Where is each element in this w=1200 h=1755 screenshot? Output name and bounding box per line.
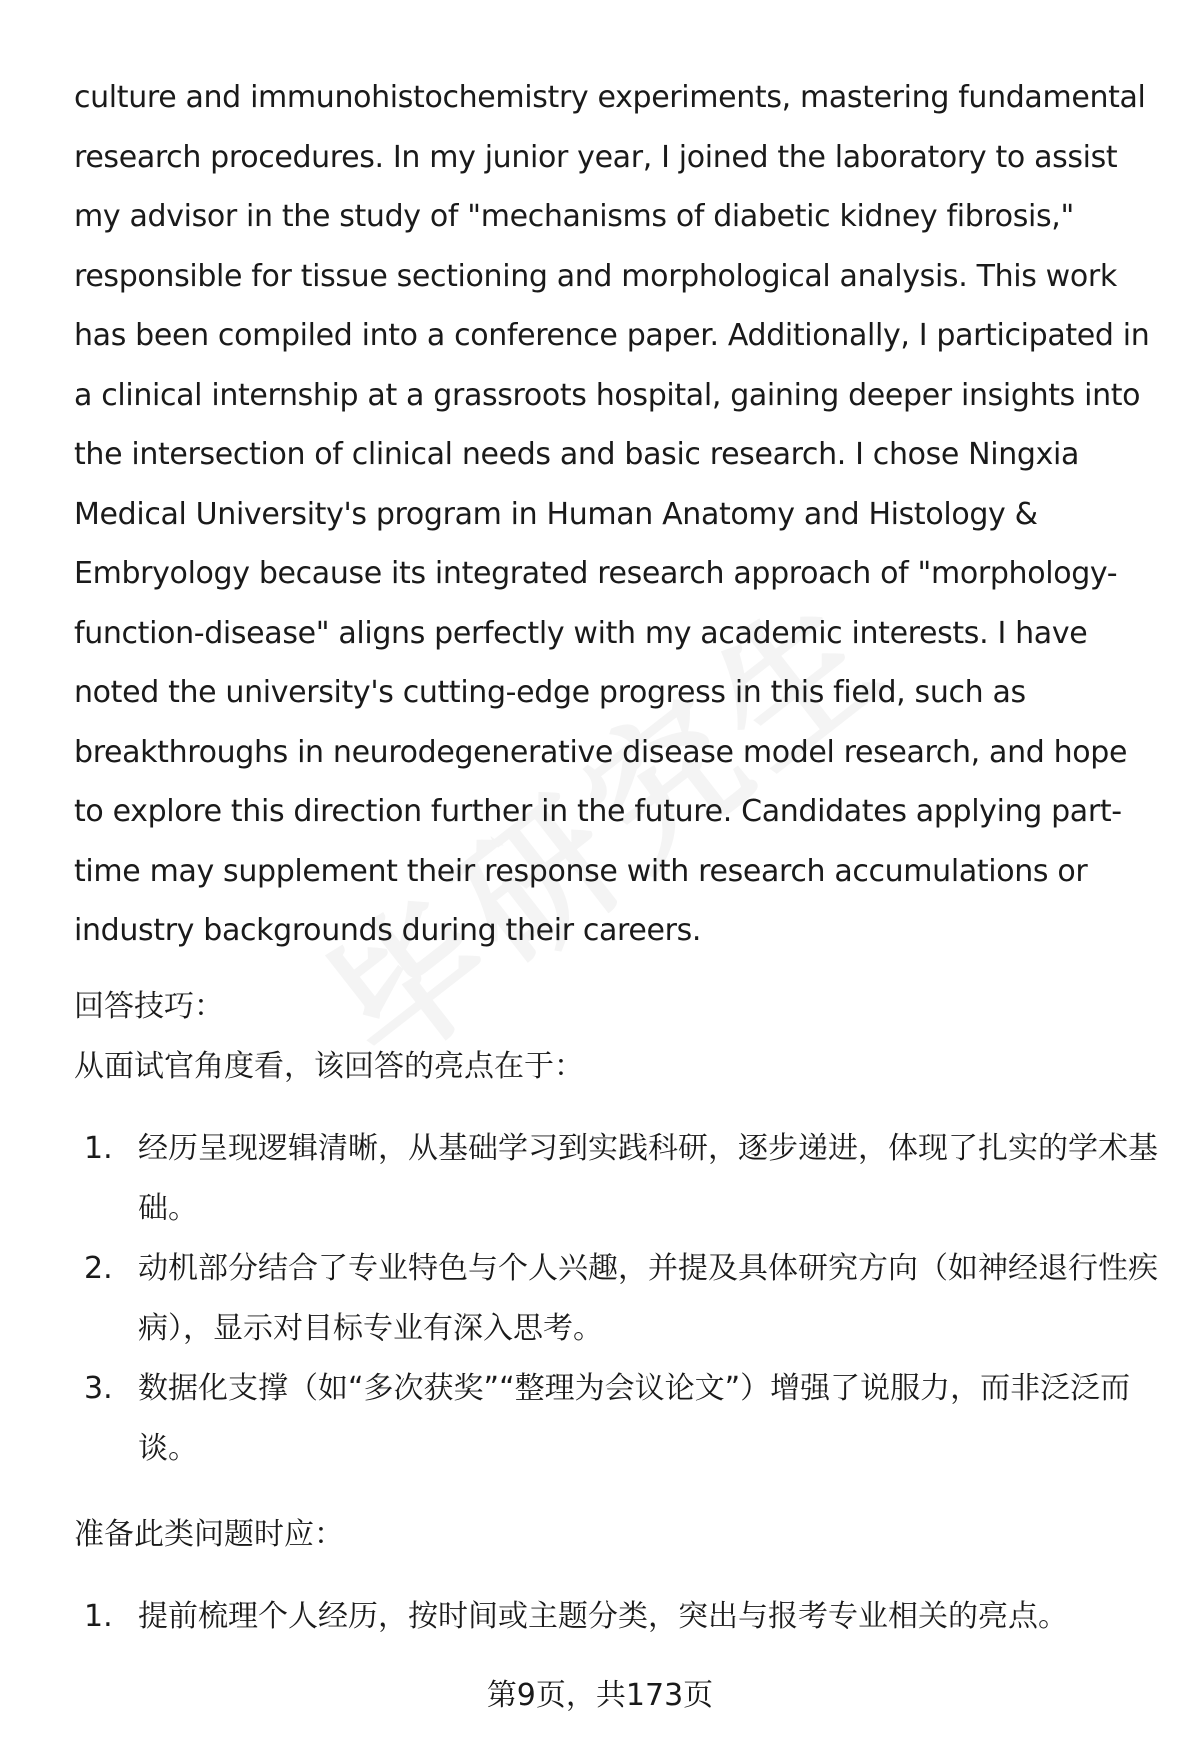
list-item <box>74 1239 1164 1359</box>
list-item <box>74 1119 1164 1239</box>
list-item-number: 1. <box>84 1130 113 1166</box>
page-content <box>74 68 1164 1647</box>
list-item <box>74 1587 1164 1647</box>
list-item-number: 2. <box>84 1250 113 1286</box>
page-footer: 第9页，共173页 <box>486 1678 714 1713</box>
list-item-text: 经历呈现逻辑清晰，从基础学习到实践科研，逐步递进，体现了扎实的学术基础。 <box>138 1130 1158 1226</box>
tips-heading: 回答技巧： <box>74 988 224 1024</box>
highlights-intro: 从面试官角度看，该回答的亮点在于： <box>74 1048 584 1084</box>
list-item-text: 动机部分结合了专业特色与个人兴趣，并提及具体研究方向（如神经退行性疾病），显示对目标专业有深入思考。 <box>138 1250 1158 1346</box>
list-item-number: 3. <box>84 1370 113 1406</box>
highlights-list <box>74 1119 1164 1479</box>
list-item-text: 提前梳理个人经历，按时间或主题分类，突出与报考专业相关的亮点。 <box>138 1598 1068 1634</box>
list-item-text: 数据化支撑（如“多次获奖”“整理为会议论文”）增强了说服力，而非泛泛而谈。 <box>138 1370 1131 1466</box>
prepare-list <box>74 1587 1164 1647</box>
body-paragraph: culture and immunohistochemistry experiments, mastering fundamental research procedures. In my junior year, I joined the laboratory to assist my advisor in the study of "mechanisms of diabetic kidney fibrosis," responsible for tissue sectioning and morphological analysis. This work has been compiled into a conference paper. Additionally, I participated in a clinical internship at a grassroots hospital, gaining deeper insights into the intersection of clinical needs and basic research. I chose Ningxia Medical University's program in Human Anatomy and Histology & Embryology because its integrated research approach of "morphology-function-disease" aligns perfectly with my academic interests. I have noted the university's cutting-edge progress in this field, such as breakthroughs in neurodegenerative disease model research, and hope to explore this direction further in the future. Candidates applying part-time may supplement their response with research accumulations or industry backgrounds during their careers. <box>74 80 1150 948</box>
list-item <box>74 1359 1164 1479</box>
prepare-heading: 准备此类问题时应： <box>74 1516 344 1552</box>
list-item-number: 1. <box>84 1598 113 1634</box>
